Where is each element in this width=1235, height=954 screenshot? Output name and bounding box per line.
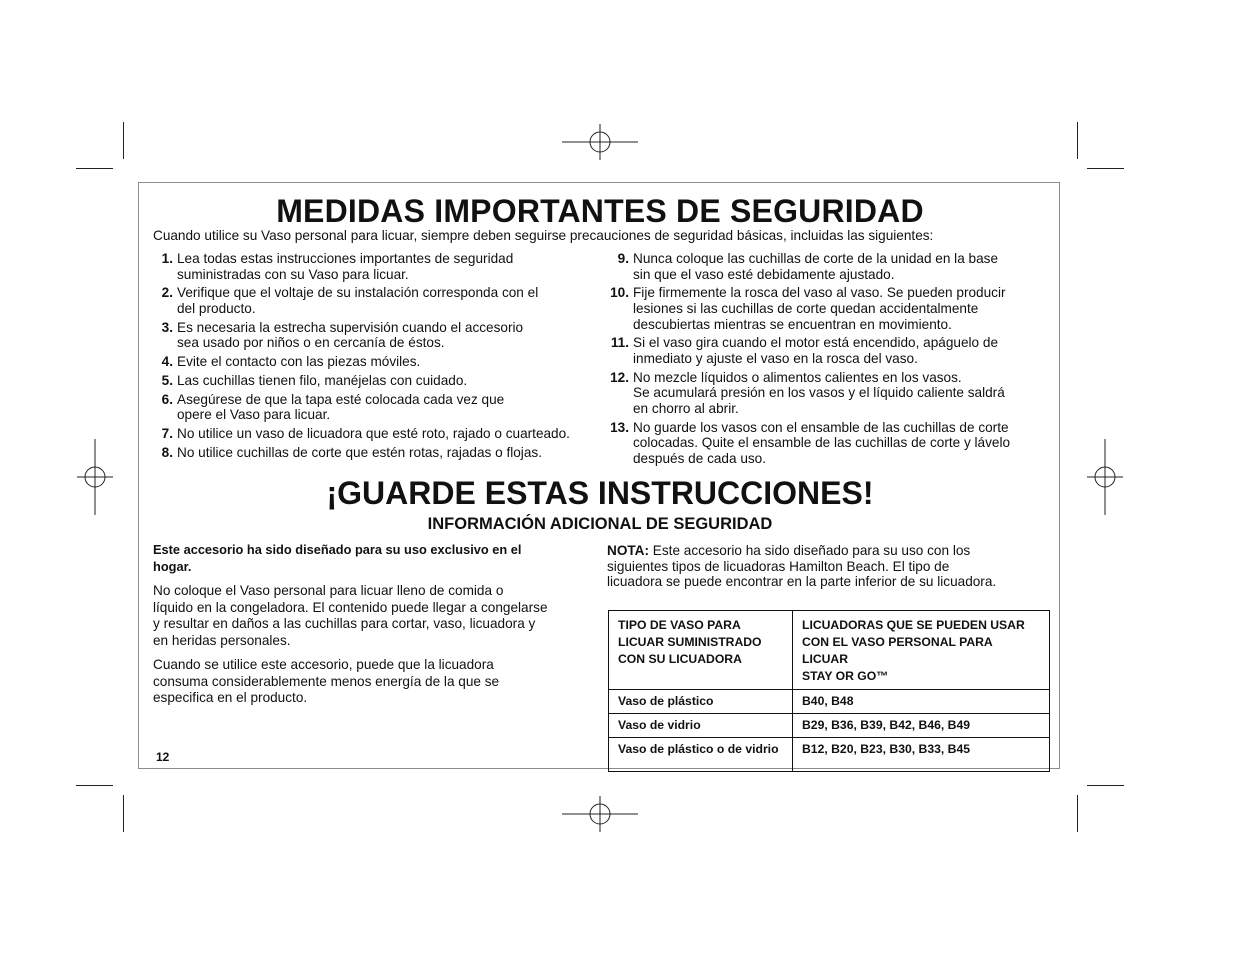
- table-cell: B40, B48: [793, 690, 1050, 714]
- list-item: 9. Nunca coloque las cuchillas de corte de la unidad en la base sin que el vaso esté debidamente ajustado.: [609, 251, 1049, 282]
- household-use-text: Este accesorio ha sido diseñado para su uso exclusivo en el hogar.: [153, 542, 522, 574]
- save-instructions-title: ¡GUARDE ESTAS INSTRUCCIONES!: [326, 475, 874, 511]
- registration-mark-icon: [562, 796, 638, 832]
- crop-mark: [1087, 785, 1124, 786]
- list-item: 7. No utilice un vaso de licuadora que esté roto, rajado o cuarteado.: [159, 426, 589, 442]
- table-header-cell: LICUADORAS QUE SE PUEDEN USAR CON EL VASO PERSONAL PARA LICUAR STAY OR GO™: [793, 611, 1050, 690]
- table-cell: Vaso de plástico: [609, 690, 793, 714]
- safety-list-right: [609, 251, 1049, 470]
- list-item: 1. Lea todas estas instrucciones importantes de seguridad suministradas con su Vaso para licuar.: [159, 251, 589, 282]
- registration-mark-icon: [562, 124, 638, 160]
- item-number: 12.: [610, 369, 629, 385]
- registration-mark-icon: [77, 439, 113, 515]
- list-item: 12. No mezcle líquidos o alimentos calientes en los vasos. Se acumulará presión en los vasos y el líquido caliente saldrá en chorro al abrir.: [609, 370, 1049, 417]
- list-item: 2. Verifique que el voltaje de su instalación corresponda con el del producto.: [159, 285, 589, 316]
- table-cell: Vaso de plástico o de vidrio: [609, 738, 793, 772]
- list-item: 6. Asegúrese de que la tapa esté colocada cada vez que opere el Vaso para licuar.: [159, 392, 589, 423]
- table-row: [609, 714, 1050, 738]
- table-row: [609, 690, 1050, 714]
- table-row: [609, 738, 1050, 772]
- safety-list-left: [159, 251, 589, 464]
- list-item: 13. No guarde los vasos con el ensamble de las cuchillas de corte colocadas. Quite el ensamble de las cuchillas de corte y lávelo después de cada uso.: [609, 420, 1049, 467]
- item-number: 9.: [617, 251, 629, 266]
- page-title: MEDIDAS IMPORTANTES DE SEGURIDAD: [276, 193, 924, 229]
- item-number: 2.: [161, 285, 173, 301]
- list-item: 5. Las cuchillas tienen filo, manéjelas con cuidado.: [159, 373, 589, 389]
- crop-mark: [76, 168, 113, 169]
- blender-compatibility-table: [608, 610, 1050, 772]
- crop-mark: [123, 795, 124, 832]
- crop-mark: [123, 122, 124, 159]
- additional-safety-title: INFORMACIÓN ADICIONAL DE SEGURIDAD: [427, 515, 773, 533]
- note-text: NOTA: Este accesorio ha sido diseñado para su uso con los siguientes tipos de licuadoras Hamilton Beach. El tipo de licuadora se puede encontrar en la parte inferior de su licuadora.: [607, 543, 997, 590]
- item-number: 4.: [161, 354, 173, 370]
- item-number: 1.: [161, 251, 173, 266]
- table-cell: Vaso de vidrio: [609, 714, 793, 738]
- item-number: 5.: [161, 372, 173, 388]
- list-item: 11. Si el vaso gira cuando el motor está encendido, apáguelo de inmediato y ajuste el vaso en la rosca del vaso.: [609, 335, 1049, 366]
- item-number: 3.: [161, 319, 173, 335]
- intro-text: Cuando utilice su Vaso personal para licuar, siempre deben seguirse precauciones de seguridad básicas, incluidas las siguientes:: [153, 228, 934, 243]
- item-number: 13.: [610, 419, 629, 435]
- list-item: 3. Es necesaria la estrecha supervisión cuando el accesorio sea usado por niños o en cercanía de éstos.: [159, 320, 589, 351]
- table-header-row: [609, 611, 1050, 690]
- list-item: 8. No utilice cuchillas de corte que estén rotas, rajadas o flojas.: [159, 445, 589, 461]
- note-label: NOTA:: [607, 543, 650, 558]
- page-frame: [138, 182, 1060, 769]
- table-cell: B12, B20, B23, B30, B33, B45: [793, 738, 1050, 772]
- freezer-warning-text: No coloque el Vaso personal para licuar lleno de comida o líquido en la congeladora. El contenido puede llegar a congelarse y resultar en daños a las cuchillas para cortar, vaso, licuadora y en heridas personales.: [153, 583, 548, 648]
- crop-mark: [1077, 122, 1078, 159]
- list-item: 10. Fije firmemente la rosca del vaso al vaso. Se pueden producir lesiones si las cuchillas de corte quedan accidentalmente descubiertas mientras se encuentran en movimiento.: [609, 285, 1049, 332]
- item-number: 6.: [161, 391, 173, 407]
- item-number: 10.: [610, 285, 629, 301]
- registration-mark-icon: [1087, 439, 1123, 515]
- item-number: 7.: [161, 426, 173, 442]
- table-header-cell: TIPO DE VASO PARA LICUAR SUMINISTRADO CON SU LICUADORA: [609, 611, 793, 690]
- list-item: 4. Evite el contacto con las piezas móviles.: [159, 354, 589, 370]
- energy-note-text: Cuando se utilice este accesorio, puede que la licuadora consuma considerablemente menos energía de la que se especifica en el producto.: [153, 657, 500, 706]
- page-number: 12: [156, 750, 170, 764]
- crop-mark: [1087, 168, 1124, 169]
- table-cell: B29, B36, B39, B42, B46, B49: [793, 714, 1050, 738]
- crop-mark: [1077, 795, 1078, 832]
- item-number: 8.: [161, 444, 173, 460]
- crop-mark: [76, 785, 113, 786]
- item-number: 11.: [610, 335, 629, 351]
